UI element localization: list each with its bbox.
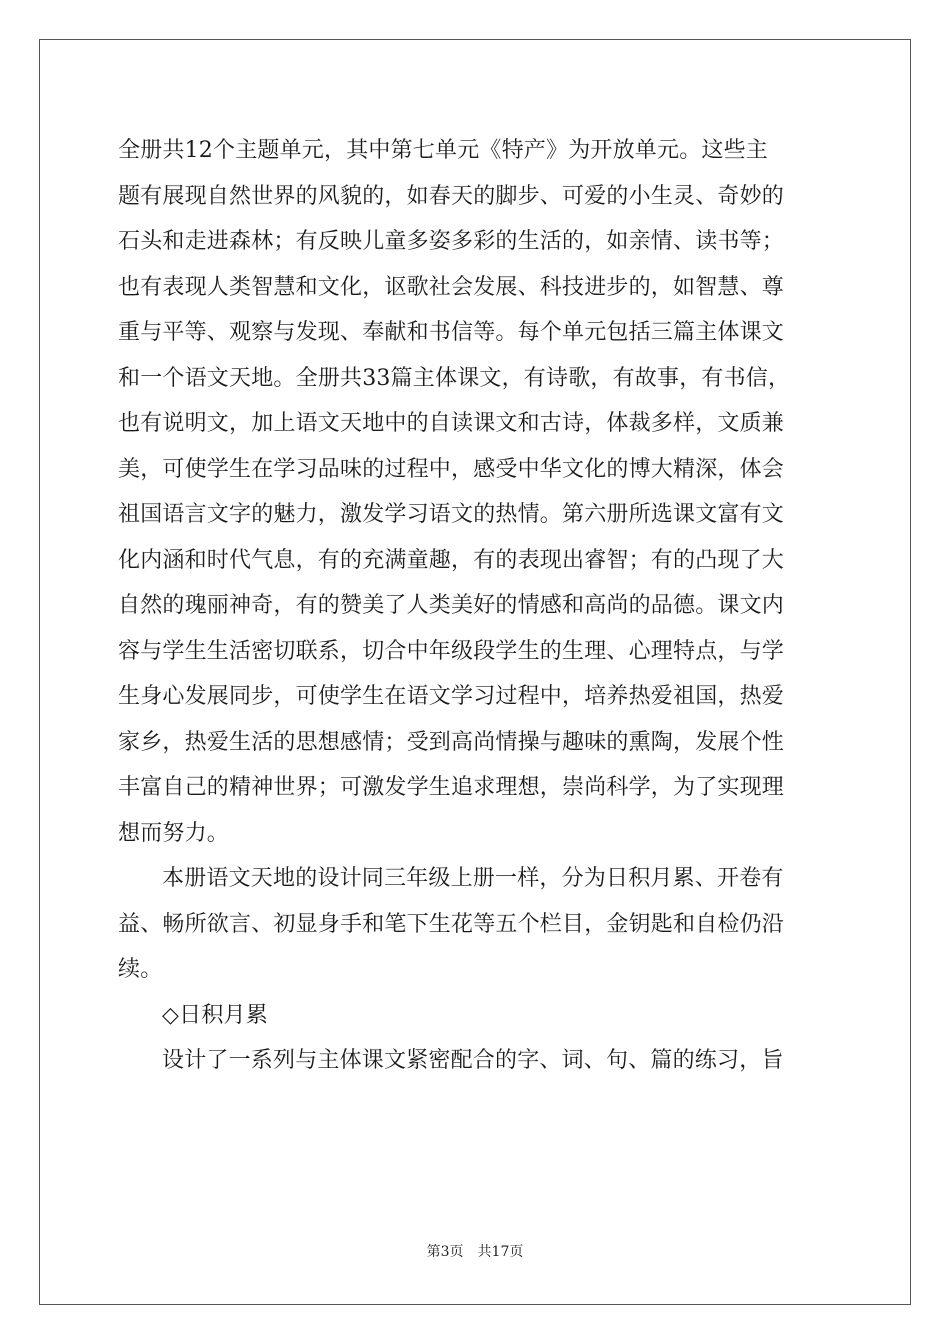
text-line: ◇日积月累 — [162, 1002, 268, 1028]
text-line: 设计了一系列与主体课文紧密配合的字、词、句、篇的练习，旨 — [162, 1048, 784, 1073]
document-body — [118, 128, 832, 1084]
text-line: 家乡，热爱生活的思想感情；受到高尚情操与趣味的熏陶，发展个性 — [118, 729, 785, 755]
text-line: 重与平等、观察与发现、奉献和书信等。每个单元包括三篇主体课文 — [118, 320, 785, 345]
text-line: 全册共12个主题单元，其中第七单元《特产》为开放单元。这些主 — [118, 138, 768, 163]
text-line: 化内涵和时代气息，有的充满童趣，有的表现出睿智；有的凸现了大 — [118, 547, 785, 573]
text-line: 也有说明文，加上语文天地中的自读课文和古诗，体裁多样，文质兼 — [118, 411, 785, 436]
text-line: 石头和走进森林；有反映儿童多姿多彩的生活的，如亲情、读书等； — [118, 229, 785, 254]
text-line: 续。 — [118, 957, 163, 982]
text-line: 生身心发展同步，可使学生在语文学习过程中，培养热爱祖国，热爱 — [118, 684, 785, 709]
text-line: 本册语文天地的设计同三年级上册一样，分为日积月累、开卷有 — [162, 866, 784, 891]
text-line: 题有展现自然世界的风貌的，如春天的脚步、可爱的小生灵、奇妙的 — [118, 183, 785, 209]
text-line: 丰富自己的精神世界；可激发学生追求理想，崇尚科学，为了实现理 — [118, 775, 785, 800]
page-footer — [0, 1241, 950, 1261]
text-line: 容与学生生活密切联系，切合中年级段学生的生理、心理特点，与学 — [118, 638, 785, 664]
total-pages-label: 共17页 — [477, 1244, 524, 1260]
current-page-label: 第3页 — [426, 1244, 464, 1260]
text-line: 想而努力。 — [118, 820, 230, 846]
text-line: 祖国语言文字的魅力，激发学习语文的热情。第六册所选课文富有文 — [118, 502, 785, 527]
text-line: 美，可使学生在学习品味的过程中，感受中华文化的博大精深，体会 — [118, 456, 785, 482]
text-line: 自然的瑰丽神奇，有的赞美了人类美好的情感和高尚的品德。课文内 — [118, 593, 785, 618]
text-line: 也有表现人类智慧和文化，讴歌社会发展、科技进步的，如智慧、尊 — [118, 274, 785, 300]
text-line: 和一个语文天地。全册共33篇主体课文，有诗歌，有故事，有书信， — [118, 365, 791, 391]
text-line: 益、畅所欲言、初显身手和笔下生花等五个栏目，金钥匙和自检仍沿 — [118, 911, 785, 937]
